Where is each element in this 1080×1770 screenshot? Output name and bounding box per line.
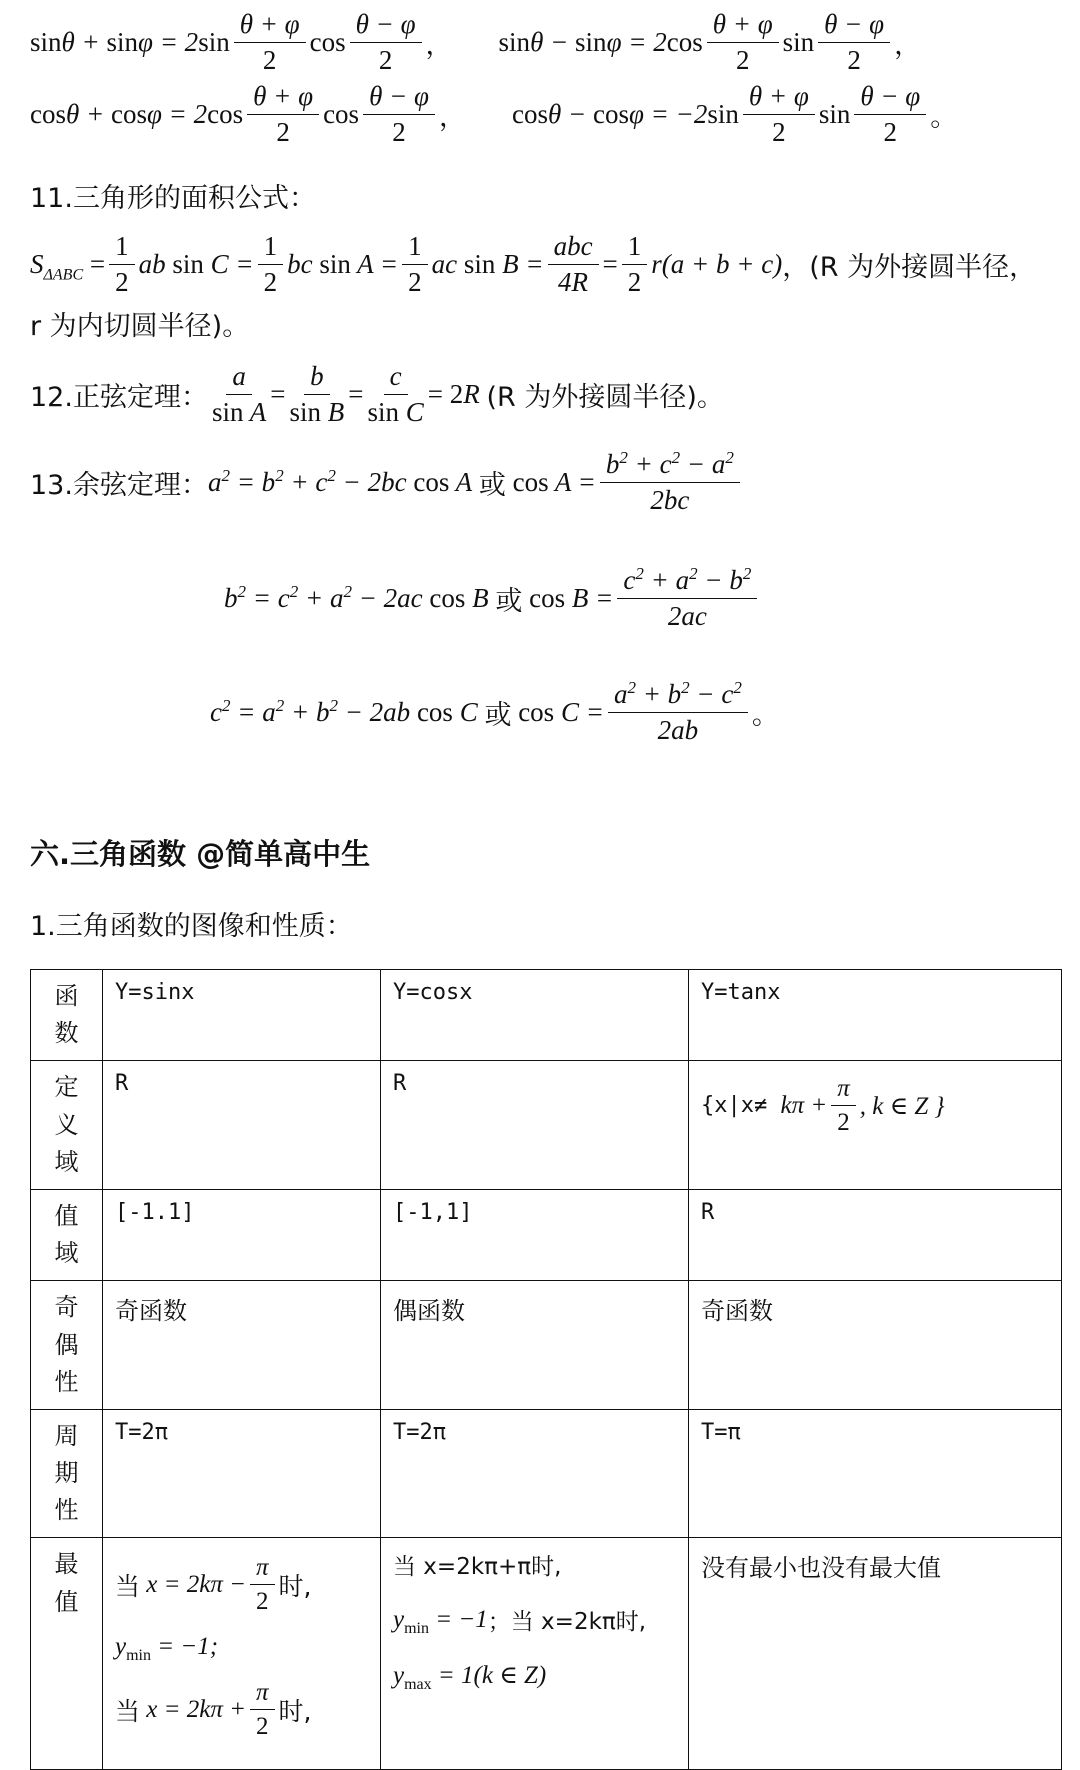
table-cell: 奇函数 [689,1281,1062,1410]
table-cell-sin-extrema: 当 x = 2kπ − $\frac{\pi}{2}$ 时, $y_{min} = -1$; 当 x = 2kπ + $\frac{\pi}{2}$ 时, [103,1538,381,1770]
sum-to-product-row-2: cosθ + cosφ = 2cos $\frac{\theta + \varphi}{2}$ cos $\frac{\theta - \varphi}{2}$ ， cosθ − cosφ = −2sin $\frac{\theta + \varphi}{2}$ sin $\frac{\theta - \varphi}{2}$ 。 [30,81,958,147]
law-of-cosines-a: 13.余弦定理： $a^2 = b^2 + c^2 - 2bc$ cos A 或 cos A = $\frac{b^2 + c^2 - a^2}{2bc}$ [30,450,744,515]
table-cell: [-1,1] [381,1189,689,1280]
row-header: 奇 偶 性 [31,1281,103,1410]
table-row-domain [31,1061,1062,1190]
triangle-area-formula: $S_{\Delta ABC}$ = $\frac{1}{2}$ ab sin C = $\frac{1}{2}$ bc sin A = $\frac{1}{2}$ ac sin B = $\frac{\text{abc}}{4R}$ = $\frac{1}{2}$ r(a + b + c) ， (R 为外接圆半径， [30,231,1037,297]
table-row-range [31,1189,1062,1280]
item-11-heading: 11.三角形的面积公式： [30,183,316,214]
table-cell: 偶函数 [381,1281,689,1410]
table-cell: R [689,1189,1062,1280]
table-cell: Y=tanx [689,970,1062,1061]
table-row-parity [31,1281,1062,1410]
table-cell-cos-extrema: 当 x=2kπ+π时, $y_{min} = -1$ ；当 x=2kπ时, $y_{max} = 1(k$ ∈ Z) [381,1538,689,1770]
law-of-cosines-c: $c^2 = a^2 + b^2 - 2ab$ cos C 或 cos C = $\frac{a^2 + b^2 - c^2}{2ab}$ 。 [210,678,779,745]
sum-to-product-row-1: sinθ + sinφ = 2sin $\frac{\theta + \varphi}{2}$ cos $\frac{\theta - \varphi}{2}$ ， sinθ − sinφ = 2cos $\frac{\theta + \varphi}{2}$ sin $\frac{\theta - \varphi}{2}$ ， [30,9,922,75]
row-header: 函 数 [31,970,103,1061]
trig-properties-table [30,969,1062,1770]
table-row-function [31,970,1062,1061]
cos-extrema-line-1: 当 x=2kπ+π时, [393,1554,562,1581]
table-cell: 奇函数 [103,1281,381,1410]
table-cell-tan-domain: {x|x≠ kπ + $\frac{\pi}{2}$ , k ∈ Z } [689,1061,1062,1190]
table-cell: Y=sinx [103,970,381,1061]
table-cell: Y=cosx [381,970,689,1061]
subsection-1-title: 1.三角函数的图像和性质： [30,911,353,942]
table-row-period [31,1409,1062,1538]
section-6-title: 六.三角函数 @简单高中生 [30,837,371,871]
row-header: 周 期 性 [31,1409,103,1538]
row-header: 值 域 [31,1189,103,1280]
table-cell: T=2π [103,1409,381,1538]
table-cell: [-1.1] [103,1189,381,1280]
table-cell: T=π [689,1409,1062,1538]
table-cell: R [103,1061,381,1190]
table-cell: T=2π [381,1409,689,1538]
row-header: 最 值 [31,1538,103,1770]
item-11-note: r 为内切圆半径)。 [30,311,250,342]
table-cell-tan-extrema: 没有最小也没有最大值 [689,1538,1062,1770]
row-header: 定 义 域 [31,1061,103,1190]
law-of-cosines-b: $b^2 = c^2 + a^2 - 2ac$ cos B 或 cos B = $\frac{c^2 + a^2 - b^2}{2ac}$ [224,566,761,631]
law-of-sines: 12.正弦定理： $\frac{a}{\text{sin A}}$ = $\frac{b}{\text{sin B}}$ = $\frac{c}{\text{sin C}}$ = 2R (R 为外接圆半径)。 [30,361,724,427]
table-row-extrema [31,1538,1062,1770]
table-cell: R [381,1061,689,1190]
